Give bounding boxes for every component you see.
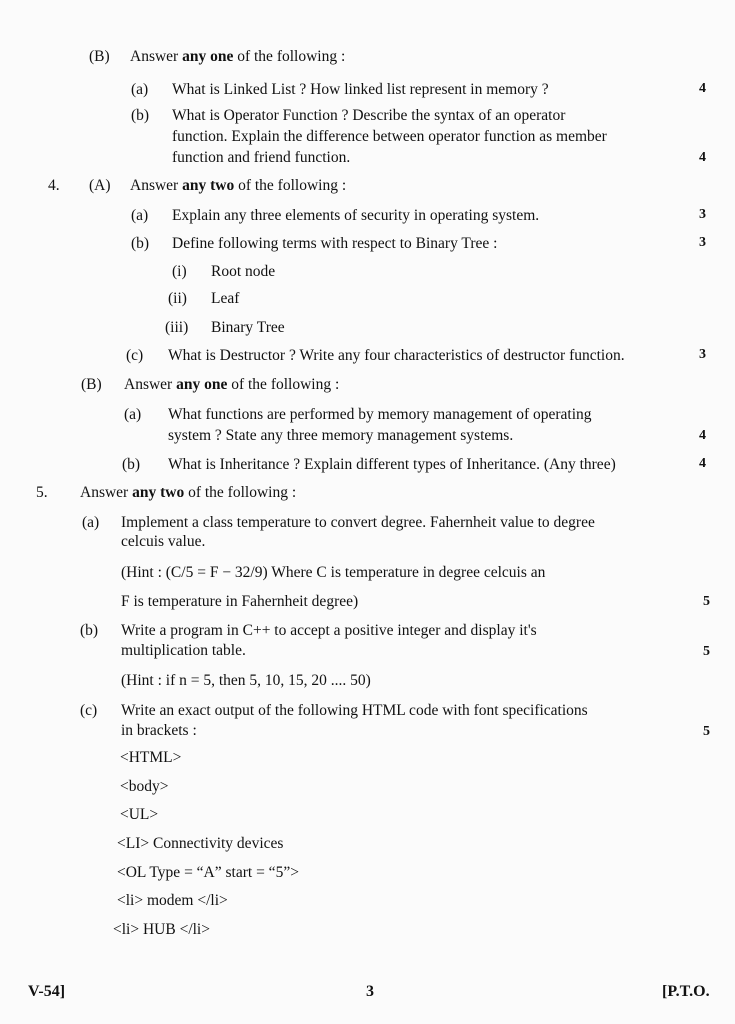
q5a-marks: 5 <box>703 594 710 609</box>
code-line-li-hub: <li> HUB </li> <box>113 921 210 938</box>
q5c-label: (c) <box>80 702 98 719</box>
q4b-b-label: (b) <box>122 456 141 473</box>
section-3b-instruction: Answer any one of the following : <box>130 48 346 65</box>
code-line-html: <HTML> <box>120 749 182 766</box>
q4a-b-marks: 3 <box>699 235 706 250</box>
code-line-body: <body> <box>120 778 169 795</box>
q5b-marks: 5 <box>703 644 710 659</box>
q5a-label: (a) <box>82 514 100 531</box>
q5a-hint1: (Hint : (C/5 = F − 32/9) Where C is temperature in degree celcuis an <box>121 564 546 581</box>
q4a-c-marks: 3 <box>699 347 706 362</box>
q3b-b-label: (b) <box>131 107 150 124</box>
code-line-ul: <UL> <box>120 806 159 823</box>
q4a-a-marks: 3 <box>699 207 706 222</box>
code-line-li-modem: <li> modem </li> <box>117 892 228 909</box>
q4b-a-line2: system ? State any three memory management systems. <box>168 427 514 444</box>
code-line-ol: <OL Type = “A” start = “5”> <box>117 864 299 881</box>
q4-number: 4. <box>48 177 60 194</box>
q4b-a-marks: 4 <box>699 428 706 443</box>
q4a-a-label: (a) <box>131 207 149 224</box>
footer-pto: [P.T.O. <box>662 983 710 1000</box>
q3b-a-marks: 4 <box>699 81 706 96</box>
q5a-hint2: F is temperature in Fahernheit degree) <box>121 593 359 610</box>
q3b-b-marks: 4 <box>699 150 706 165</box>
q4b-a-line1: What functions are performed by memory management of operating <box>168 406 592 423</box>
q4a-b-sub-i-text: Root node <box>211 263 276 280</box>
q5-number: 5. <box>36 484 48 501</box>
q3b-a-text: What is Linked List ? How linked list represent in memory ? <box>172 81 549 98</box>
q4b-b-text: What is Inheritance ? Explain different types of Inheritance. (Any three) <box>168 456 616 473</box>
q4a-b-text: Define following terms with respect to Binary Tree : <box>172 235 498 252</box>
q5-instruction: Answer any two of the following : <box>80 484 297 501</box>
q4a-instruction: Answer any two of the following : <box>130 177 347 194</box>
q5a-line1: Implement a class temperature to convert degree. Fahernheit value to degree <box>121 514 595 531</box>
q5b-line2: multiplication table. <box>121 642 246 659</box>
q3b-b-line1: What is Operator Function ? Describe the syntax of an operator <box>172 107 566 124</box>
q4a-b-sub-ii-label: (ii) <box>168 290 187 307</box>
q5b-label: (b) <box>80 622 99 639</box>
q4a-b-sub-iii-label: (iii) <box>165 319 189 336</box>
q5c-marks: 5 <box>703 724 710 739</box>
q4b-instruction: Answer any one of the following : <box>124 376 340 393</box>
section-3b-label: (B) <box>89 48 110 65</box>
footer-paper-code: V-54] <box>28 983 66 1000</box>
q5c-line1: Write an exact output of the following HTML code with font specifications <box>121 702 588 719</box>
q5b-line1: Write a program in C++ to accept a positive integer and display it's <box>121 622 537 639</box>
q4b-a-label: (a) <box>124 406 142 423</box>
q3b-b-line3: function and friend function. <box>172 149 351 166</box>
q3b-a-label: (a) <box>131 81 149 98</box>
q4b-label: (B) <box>81 376 102 393</box>
q5c-line2: in brackets : <box>121 722 197 739</box>
q4a-a-text: Explain any three elements of security in operating system. <box>172 207 540 224</box>
q4a-b-sub-i-label: (i) <box>172 263 187 280</box>
q4a-b-sub-iii-text: Binary Tree <box>211 319 285 336</box>
code-line-li: <LI> Connectivity devices <box>117 835 284 852</box>
q5a-line2: celcuis value. <box>121 533 206 550</box>
q5b-hint: (Hint : if n = 5, then 5, 10, 15, 20 .... 50) <box>121 672 371 689</box>
q4a-c-label: (c) <box>126 347 144 364</box>
q4a-c-text: What is Destructor ? Write any four characteristics of destructor function. <box>168 347 625 364</box>
q4a-b-sub-ii-text: Leaf <box>211 290 240 307</box>
q4a-label: (A) <box>89 177 111 194</box>
q4a-b-label: (b) <box>131 235 150 252</box>
footer-page-number: 3 <box>366 983 374 1000</box>
q4b-b-marks: 4 <box>699 456 706 471</box>
q3b-b-line2: function. Explain the difference between operator function as member <box>172 128 607 145</box>
